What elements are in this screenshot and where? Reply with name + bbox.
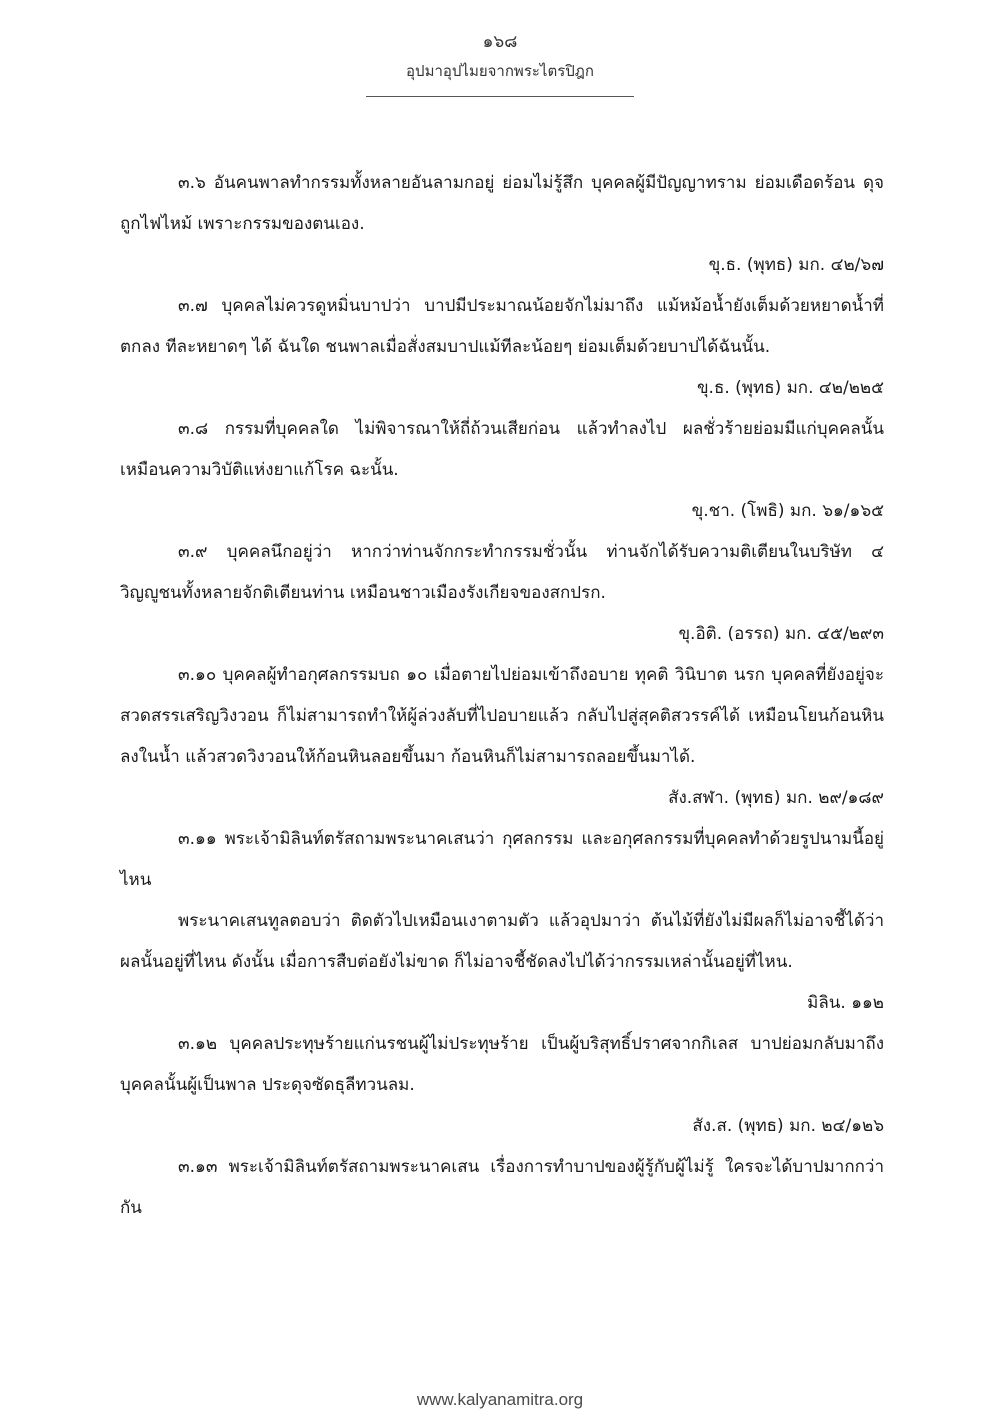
reference-3-7: ขุ.ธ. (พุทธ) มก. ๔๒/๒๒๕ bbox=[696, 378, 884, 398]
paragraph-3-7: ๓.๗ บุคคลไม่ควรดูหมิ่นบาปว่า บาปมีประมาณน้อยจักไม่มาถึง แม้หม้อน้ำยังเต็มด้วยหยาดน้ำที่ตกลง ทีละหยาดๆ ได้ ฉันใด ชนพาลเมื่อสั่งสมบาปแม้ทีละน้อยๆ ย่อมเต็มด้วยบาปได้ฉันนั้น. bbox=[120, 296, 884, 357]
page-body bbox=[120, 163, 884, 1229]
paragraph-3-8: ๓.๘ กรรมที่บุคคลใด ไม่พิจารณาให้ถี่ถ้วนเสียก่อน แล้วทำลงไป ผลชั่วร้ายย่อมมีแก่บุคคลนั้น เหมือนความวิบัติแห่งยาแก้โรค ฉะนั้น. bbox=[120, 419, 884, 480]
page-number: ๑๖๘ bbox=[482, 32, 518, 52]
page-header bbox=[0, 30, 1000, 97]
website-footer: www.kalyanamitra.org bbox=[416, 1390, 584, 1409]
reference-3-10: สัง.สฬา. (พุทธ) มก. ๒๙/๑๘๙ bbox=[668, 788, 884, 808]
reference-3-12: สัง.ส. (พุทธ) มก. ๒๔/๑๒๖ bbox=[692, 1116, 884, 1136]
running-title: อุปมาอุปไมยจากพระไตรปิฎก bbox=[406, 62, 594, 80]
paragraph-3-9: ๓.๙ บุคคลนึกอยู่ว่า หากว่าท่านจักกระทำกรรมชั่วนั้น ท่านจักได้รับความติเตียนในบริษัท ๔ วิญญูชนทั้งหลายจักติเตียนท่าน เหมือนชาวเมืองรังเกียจของสกปรก. bbox=[120, 542, 884, 603]
reference-3-6: ขุ.ธ. (พุทธ) มก. ๔๒/๖๗ bbox=[708, 255, 884, 275]
header-divider bbox=[366, 96, 634, 97]
reference-3-9: ขุ.อิติ. (อรรถ) มก. ๔๕/๒๙๓ bbox=[678, 624, 884, 644]
paragraph-3-6: ๓.๖ อันคนพาลทำกรรมทั้งหลายอันลามกอยู่ ย่อมไม่รู้สึก บุคคลผู้มีปัญญาทราม ย่อมเดือดร้อน ดุจถูกไฟไหม้ เพราะกรรมของตนเอง. bbox=[120, 173, 884, 234]
paragraph-3-11-answer: พระนาคเสนทูลตอบว่า ติดตัวไปเหมือนเงาตามตัว แล้วอุปมาว่า ต้นไม้ที่ยังไม่มีผลก็ไม่อาจชี้ได้ว่าผลนั้นอยู่ที่ไหน ดังนั้น เมื่อการสืบต่อยังไม่ขาด ก็ไม่อาจชี้ชัดลงไปได้ว่ากรรมเหล่านั้นอยู่ที่ไหน. bbox=[120, 911, 884, 972]
paragraph-3-12: ๓.๑๒ บุคคลประทุษร้ายแก่นรชนผู้ไม่ประทุษร้าย เป็นผู้บริสุทธิ์ปราศจากกิเลส บาปย่อมกลับมาถึงบุคคลนั้นผู้เป็นพาล ประดุจซัดธุลีทวนลม. bbox=[120, 1034, 884, 1095]
paragraph-3-10: ๓.๑๐ บุคคลผู้ทำอกุศลกรรมบถ ๑๐ เมื่อตายไปย่อมเข้าถึงอบาย ทุคติ วินิบาต นรก บุคคลที่ยังอยู่จะสวดสรรเสริญวิงวอน ก็ไม่สามารถทำให้ผู้ล่วงลับที่ไปอบายแล้ว กลับไปสู่สุคติสวรรค์ได้ เหมือนโยนก้อนหินลงในน้ำ แล้วสวดวิงวอนให้ก้อนหินลอยขึ้นมา ก้อนหินก็ไม่สามารถลอยขึ้นมาได้. bbox=[120, 665, 884, 767]
reference-3-8: ขุ.ชา. (โพธิ) มก. ๖๑/๑๖๕ bbox=[691, 501, 884, 521]
reference-3-11: มิลิน. ๑๑๒ bbox=[807, 993, 884, 1013]
paragraph-3-11: ๓.๑๑ พระเจ้ามิลินท์ตรัสถามพระนาคเสนว่า กุศลกรรม และอกุศลกรรมที่บุคคลทำด้วยรูปนามนี้อยู่ไหน bbox=[120, 829, 884, 890]
paragraph-3-13: ๓.๑๓ พระเจ้ามิลินท์ตรัสถามพระนาคเสน เรื่องการทำบาปของผู้รู้กับผู้ไม่รู้ ใครจะได้บาปมากกว่ากัน bbox=[120, 1157, 884, 1218]
